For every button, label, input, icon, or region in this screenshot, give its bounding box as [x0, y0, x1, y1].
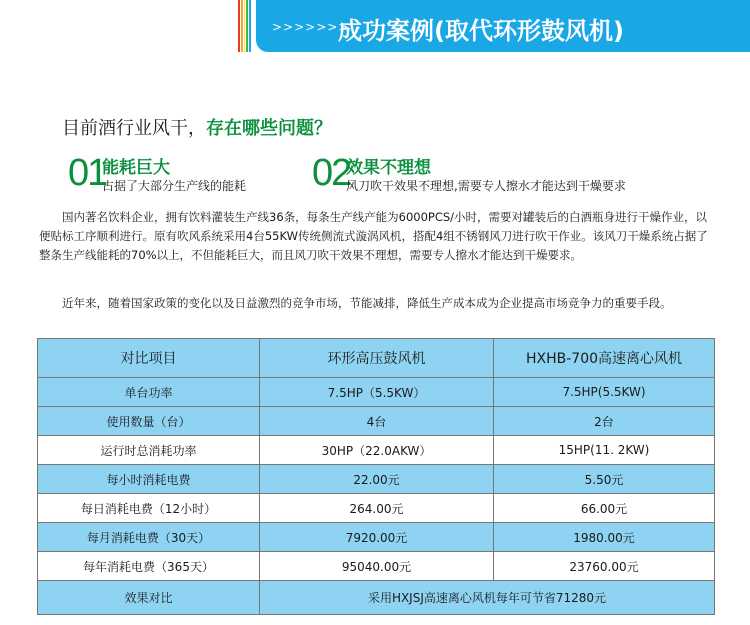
table-cell: 每月消耗电费（30天）	[38, 523, 260, 552]
table-cell: 每日消耗电费（12小时）	[38, 494, 260, 523]
header-cell: 对比项目	[38, 339, 260, 378]
point-desc: 风刀吹干效果不理想,需要专人擦水才能达到干燥要求	[346, 179, 626, 193]
banner-title: 成功案例(取代环形鼓风机)	[338, 17, 624, 45]
table-cell: 7.5HP（5.5KW）	[260, 378, 494, 407]
point-number: 01	[68, 152, 107, 194]
header-cell: HXHB-700高速离心风机	[494, 339, 715, 378]
question-heading	[62, 114, 332, 140]
header-cell: 环形高压鼓风机	[260, 339, 494, 378]
color-stripes	[238, 0, 252, 52]
point-title: 能耗巨大	[102, 158, 170, 178]
table-cell: 1980.00元	[494, 523, 715, 552]
table-row	[38, 523, 715, 552]
paragraph-1: 国内著名饮料企业，拥有饮料灌装生产线36条，每条生产线产能为6000PCS/小时，需要对罐装后的白酒瓶身进行干燥作业，以便贴标工序顺利进行。原有吹风系统采用4台55KW传统侧流式漩涡风机，搭配4组不锈钢风刀进行吹干作业。该风刀干燥系统占据了整条生产线能耗的70%以上，不但能耗巨大，而且风刀吹干效果不理想，需要专人擦水才能达到干燥要求。	[39, 210, 708, 262]
table-row	[38, 436, 715, 465]
stripe-red	[238, 0, 240, 52]
stripe-blue	[249, 0, 251, 52]
table-cell: 15HP(11. 2KW)	[494, 436, 715, 465]
comparison-table	[37, 338, 715, 615]
table-row	[38, 465, 715, 494]
point-desc: 占据了大部分生产线的能耗	[102, 179, 247, 193]
stripe-yellow	[244, 0, 246, 52]
table-cell: 7920.00元	[260, 523, 494, 552]
question-highlight: 存在哪些问题？	[206, 118, 332, 139]
table-cell: 264.00元	[260, 494, 494, 523]
table-cell: 95040.00元	[260, 552, 494, 581]
table-cell: 每年消耗电费（365天）	[38, 552, 260, 581]
table-cell: 7.5HP(5.5KW)	[494, 378, 715, 407]
point-number: 02	[312, 152, 351, 194]
table-row	[38, 552, 715, 581]
table-cell: 30HP（22.0AKW）	[260, 436, 494, 465]
table-cell: 23760.00元	[494, 552, 715, 581]
table-cell: 单台功率	[38, 378, 260, 407]
stripe-orange	[241, 0, 243, 52]
arrows-icon: >>>>>>>	[272, 20, 350, 34]
table-cell: 运行时总消耗功率	[38, 436, 260, 465]
point-title: 效果不理想	[346, 158, 431, 178]
table-cell: 66.00元	[494, 494, 715, 523]
table-row	[38, 494, 715, 523]
table-row	[38, 407, 715, 436]
table-header-row	[38, 339, 715, 378]
table-cell: 4台	[260, 407, 494, 436]
summary-label: 效果对比	[38, 581, 260, 615]
table-row	[38, 378, 715, 407]
title-banner	[256, 0, 750, 52]
table-cell: 使用数量（台）	[38, 407, 260, 436]
table-cell: 每小时消耗电费	[38, 465, 260, 494]
paragraph-2: 近年来，随着国家政策的变化以及日益激烈的竞争市场，节能减排，降低生产成本成为企业提高市场竞争力的重要手段。	[62, 296, 672, 310]
table-cell: 5.50元	[494, 465, 715, 494]
stripe-green	[246, 0, 248, 52]
summary-row	[38, 581, 715, 615]
summary-value: 采用HXJSJ高速离心风机每年可节省71280元	[260, 581, 715, 615]
table-cell: 22.00元	[260, 465, 494, 494]
question-prefix: 目前酒行业风干，	[62, 118, 206, 139]
table-cell: 2台	[494, 407, 715, 436]
